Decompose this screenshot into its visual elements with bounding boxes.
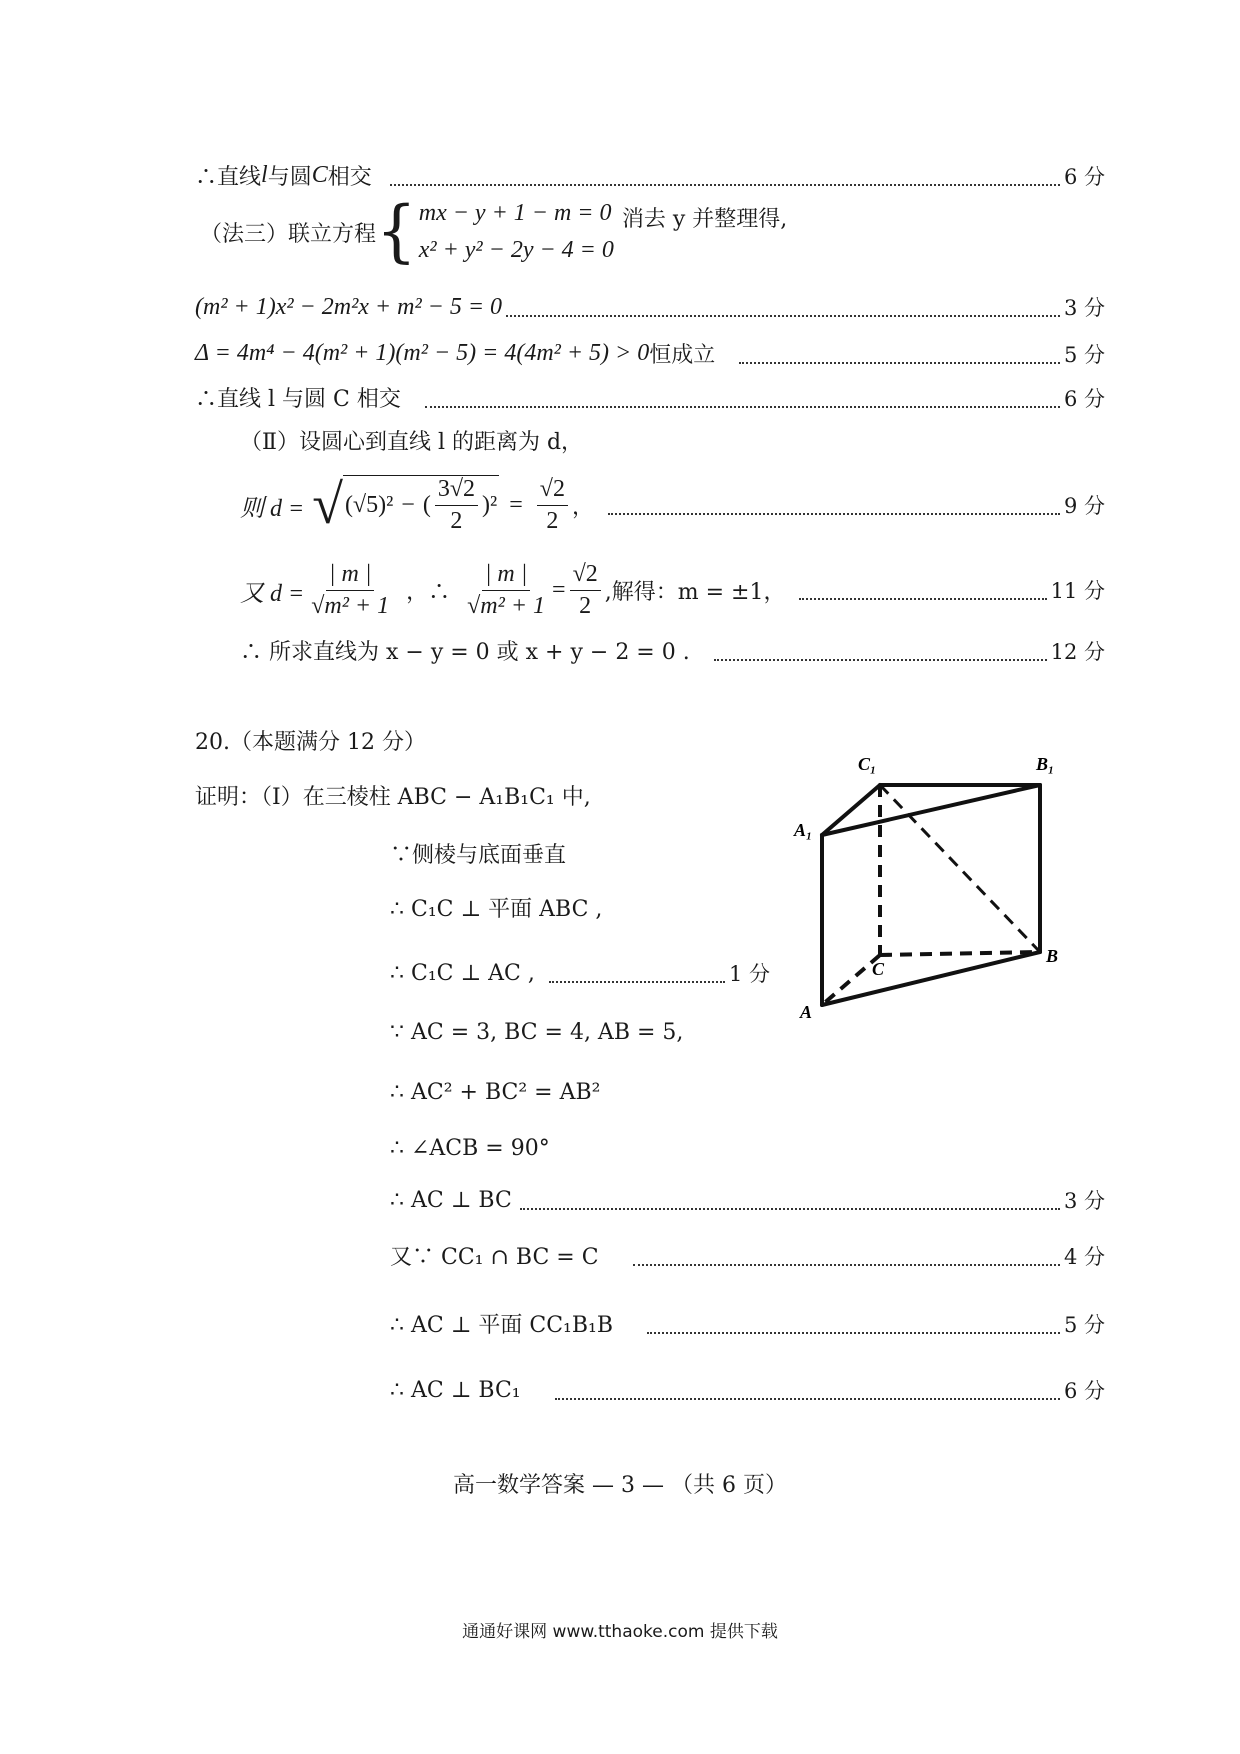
numerator: √2 bbox=[537, 476, 568, 506]
leader-dots bbox=[506, 305, 1060, 317]
label-a1: A₁ bbox=[794, 820, 813, 840]
fraction bbox=[435, 476, 478, 535]
comma: ， bbox=[571, 494, 594, 520]
text: ∴ C₁C ⊥ AC , bbox=[390, 960, 535, 986]
text: ∴ AC ⊥ 平面 CC₁B₁B bbox=[390, 1313, 614, 1338]
leader-dots bbox=[739, 352, 1060, 364]
proof-line-4 bbox=[390, 958, 770, 988]
proof-line-11 bbox=[390, 1375, 1105, 1405]
text: ∴直线 bbox=[195, 165, 262, 190]
text: ∵侧棱与底面垂直 bbox=[390, 843, 567, 868]
leader-dots bbox=[799, 588, 1046, 600]
score: 3 分 bbox=[1063, 1189, 1105, 1213]
fraction bbox=[464, 561, 548, 620]
line-answer bbox=[240, 635, 1105, 666]
numerator: √2 bbox=[570, 561, 601, 591]
edge-ab bbox=[822, 952, 1040, 1005]
eq-line: mx − y + 1 − m = 0 bbox=[418, 200, 612, 226]
denominator: 2 bbox=[546, 507, 559, 534]
equals: = bbox=[509, 491, 523, 518]
denominator: 2 bbox=[579, 592, 592, 619]
label-a: A bbox=[800, 1002, 813, 1022]
term: (√5)² bbox=[344, 492, 394, 518]
page-footer bbox=[0, 1468, 1240, 1499]
question-20-title bbox=[195, 725, 426, 756]
equals: = bbox=[552, 576, 566, 603]
line-quadratic bbox=[195, 292, 1105, 322]
line-intersect-2 bbox=[195, 382, 1105, 413]
label-b: B bbox=[1046, 946, 1059, 966]
leader-dots bbox=[633, 1254, 1060, 1266]
text: 证明：（Ⅰ）在三棱柱 ABC − A₁B₁C₁ 中, bbox=[195, 785, 591, 810]
leader-dots bbox=[555, 1388, 1060, 1400]
solution: ,解得：m = ±1， bbox=[604, 579, 786, 605]
line-part2-intro bbox=[240, 425, 583, 456]
text: ∴ C₁C ⊥ 平面 ABC , bbox=[390, 897, 603, 922]
text: （Ⅱ）设圆心到直线 l 的距离为 d， bbox=[240, 430, 584, 455]
text: 与圆 bbox=[267, 165, 312, 190]
proof-line-10 bbox=[390, 1308, 1105, 1339]
result-fraction bbox=[570, 561, 601, 620]
proof-line-5 bbox=[390, 1020, 683, 1045]
text: 相交 bbox=[327, 165, 372, 190]
leader-dots bbox=[549, 971, 725, 983]
numerator: | m | bbox=[326, 561, 375, 591]
var-c: C bbox=[311, 162, 328, 188]
numerator: | m | bbox=[482, 561, 531, 591]
score: 5 分 bbox=[1063, 1312, 1105, 1337]
text: 消去 y 并整理得, bbox=[621, 206, 788, 232]
text: ∴ 所求直线为 x − y = 0 或 x + y − 2 = 0 . bbox=[240, 640, 690, 665]
minus: − bbox=[401, 492, 415, 518]
fraction bbox=[308, 561, 392, 620]
denominator: √m² + 1 bbox=[311, 592, 390, 619]
prefix: 则 d = bbox=[240, 495, 305, 522]
text: ∴ ∠ACB = 90° bbox=[390, 1136, 550, 1161]
therefore: ，∴ bbox=[406, 579, 451, 605]
text: 又∵ CC₁ ∩ BC = C bbox=[390, 1245, 599, 1270]
score: 6 分 bbox=[1063, 386, 1105, 411]
numerator: 3√2 bbox=[435, 476, 478, 506]
equation-system bbox=[376, 193, 614, 271]
edge-cb-hidden bbox=[880, 952, 1040, 955]
label-c: C bbox=[872, 959, 885, 979]
edge-a1b1 bbox=[822, 785, 1040, 835]
leader-dots bbox=[608, 503, 1060, 515]
text: ∴ AC ⊥ BC₁ bbox=[390, 1377, 521, 1403]
prism-figure bbox=[790, 750, 1080, 1030]
discriminant-eq: Δ = 4m⁴ − 4(m² + 1)(m² − 5) = 4(4m² + 5) > 0 bbox=[195, 340, 650, 366]
eq-circle: x² + y² − 2y − 4 = 0 bbox=[418, 237, 614, 263]
text: 恒成立 bbox=[649, 343, 716, 368]
leader-dots bbox=[520, 1198, 1060, 1210]
proof-line-1 bbox=[195, 780, 591, 811]
line-intersect-1 bbox=[195, 160, 1105, 191]
page-number: 高一数学答案 — 3 — （共 6 页） bbox=[453, 1473, 787, 1498]
proof-line-8 bbox=[390, 1185, 1105, 1215]
brace-glyph: { bbox=[376, 193, 417, 271]
radicand: (√5)² − ( $\frac{3√2}{2}$ ) ² bbox=[344, 476, 498, 534]
score: 6 分 bbox=[1063, 1379, 1105, 1403]
method-label: （法三）联立方程 bbox=[200, 221, 377, 247]
text: ∴ AC² + BC² = AB² bbox=[390, 1080, 601, 1105]
score: 4 分 bbox=[1063, 1244, 1105, 1269]
leader-dots bbox=[390, 174, 1060, 186]
score: 1 分 bbox=[728, 962, 770, 986]
quadratic-eq: (m² + 1)x² − 2m²x + m² − 5 = 0 bbox=[195, 293, 503, 320]
var-l: l bbox=[261, 162, 268, 188]
leader-dots bbox=[714, 649, 1047, 661]
proof-line-7 bbox=[390, 1136, 550, 1161]
line-method-three bbox=[200, 193, 788, 271]
text: ∵ AC = 3, BC = 4, AB = 5, bbox=[390, 1020, 684, 1045]
proof-line-9 bbox=[390, 1240, 1105, 1271]
score: 5 分 bbox=[1063, 342, 1105, 367]
proof-line-6 bbox=[390, 1080, 600, 1105]
score: 12 分 bbox=[1050, 639, 1105, 664]
text: ∴直线 l 与圆 C 相交 bbox=[195, 387, 401, 412]
score: 11 分 bbox=[1050, 579, 1105, 603]
label-b1: B₁ bbox=[1036, 754, 1055, 774]
proof-line-3 bbox=[390, 892, 602, 923]
text: ∴ AC ⊥ BC bbox=[390, 1187, 512, 1213]
proof-line-2 bbox=[390, 838, 566, 869]
leader-dots bbox=[425, 396, 1060, 408]
source-footer bbox=[0, 1617, 1240, 1642]
title: 20.（本题满分 12 分） bbox=[195, 730, 426, 755]
denominator: 2 bbox=[450, 508, 463, 534]
leader-dots bbox=[647, 1322, 1060, 1334]
score: 3 分 bbox=[1063, 296, 1105, 320]
line-distance-calc bbox=[240, 470, 1105, 540]
segment-bc1-hidden bbox=[880, 785, 1040, 952]
label-c1: C₁ bbox=[858, 754, 877, 774]
source-text: 通通好课网 www.tthaoke.com 提供下载 bbox=[462, 1622, 778, 1642]
result-fraction bbox=[537, 476, 568, 535]
prefix: 又 d = bbox=[240, 580, 305, 607]
sqrt-sign: √ bbox=[312, 474, 343, 536]
square: ² bbox=[490, 492, 498, 518]
line-discriminant bbox=[195, 338, 1105, 369]
line-solve-m bbox=[240, 555, 1105, 625]
denominator: √m² + 1 bbox=[467, 592, 546, 619]
score: 6 分 bbox=[1063, 164, 1105, 189]
score: 9 分 bbox=[1063, 494, 1105, 518]
